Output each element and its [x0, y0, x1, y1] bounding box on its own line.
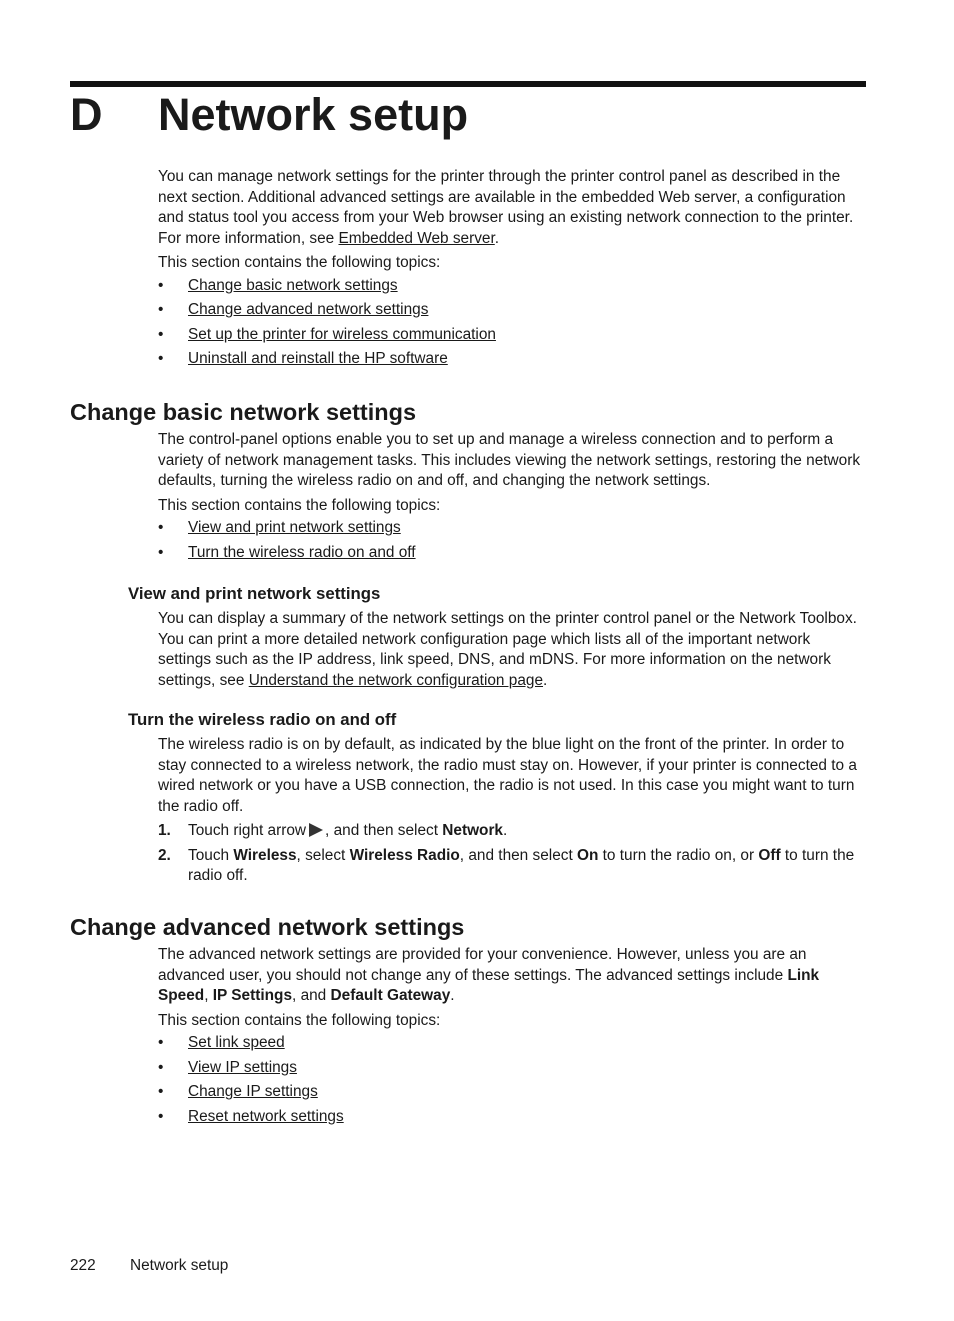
link-view-print-network-settings[interactable]: View and print network settings: [188, 519, 401, 536]
page-number: 222: [70, 1257, 96, 1274]
link-change-basic-network-settings[interactable]: Change basic network settings: [188, 276, 398, 294]
link-network-configuration-page[interactable]: Understand the network configuration page: [248, 671, 544, 689]
wireless-steps: [158, 821, 864, 887]
link-view-ip-settings[interactable]: View IP settings: [188, 1058, 297, 1076]
link-embedded-web-server[interactable]: Embedded Web server: [338, 229, 495, 247]
view-print-paragraph: You can display a summary of the network settings on the printer control panel or the Network Toolbox. You can print a more detailed network configuration page which lists all of the important network settings such as the IP address, link speed, DNS, and mDNS. For more information on the network settings, see Understand the network configuration page.: [158, 610, 857, 689]
link-change-ip-settings[interactable]: Change IP settings: [188, 1083, 318, 1100]
step-item: 2. Touch Wireless, select Wireless Radio, and then select On to turn the radio on, or Off to turn the radio off.: [158, 846, 855, 884]
wireless-section: [158, 735, 864, 887]
link-uninstall-reinstall[interactable]: Uninstall and reinstall the HP software: [188, 350, 448, 367]
list-item: [158, 516, 864, 541]
list-item: [158, 1056, 864, 1081]
heading-change-advanced: Change advanced network settings: [70, 914, 465, 940]
heading-wireless-radio: Turn the wireless radio on and off: [128, 710, 397, 729]
footer-section-title: Network setup: [130, 1257, 229, 1274]
intro-topics-lead: This section contains the following topics:: [158, 254, 441, 271]
list-item: [158, 1105, 864, 1130]
advanced-topics-lead: This section contains the following topics:: [158, 1011, 441, 1029]
basic-topics-lead: This section contains the following topics:: [158, 496, 441, 514]
list-item: [158, 1080, 864, 1105]
link-change-advanced-network-settings[interactable]: Change advanced network settings: [188, 301, 429, 318]
link-reset-network-settings[interactable]: Reset network settings: [188, 1107, 344, 1125]
list-item: [158, 541, 864, 566]
link-turn-wireless-radio[interactable]: Turn the wireless radio on and off: [188, 543, 416, 561]
list-item: [158, 274, 864, 299]
heading-view-print: View and print network settings: [128, 584, 381, 603]
intro-section: [158, 167, 864, 372]
link-set-link-speed[interactable]: Set link speed: [188, 1034, 285, 1051]
advanced-section: [158, 945, 864, 1129]
step-item: 1. Touch right arrow , and then select Network.: [158, 822, 508, 839]
basic-section: [158, 430, 864, 565]
chapter-title: Network setup: [158, 89, 469, 140]
link-wireless-communication[interactable]: Set up the printer for wireless communication: [188, 325, 496, 343]
advanced-paragraph: The advanced network settings are provided for your convenience. However, unless you are an advanced user, you should not change any of these settings. The advanced settings include Link Speed, IP Settings, and Default Gateway.: [158, 946, 820, 1004]
list-item: [158, 298, 864, 323]
basic-paragraph: The control-panel options enable you to set up and manage a wireless connection and to perform a variety of network management tasks. This includes viewing the network settings, restoring the network defaults, turning the wireless radio on and off, and changing the network settings.: [158, 431, 861, 489]
view-print-section: [158, 609, 864, 691]
list-item: [158, 347, 864, 372]
right-arrow-icon: [309, 823, 323, 837]
wireless-paragraph: The wireless radio is on by default, as indicated by the blue light on the front of the printer. In order to stay connected to a wireless network, the radio must stay on. However, if your printer is connected to a wired network or you have a USB connection, the radio is not used. In this case you might want to turn the radio off.: [158, 736, 857, 815]
basic-topic-list: [158, 516, 864, 565]
list-item: [158, 323, 864, 348]
chapter-rule: [70, 81, 866, 87]
chapter-letter: D: [70, 89, 103, 140]
intro-paragraph: You can manage network settings for the printer through the printer control panel as described in the next section. Additional advanced settings are available in the embedded Web server, a configuration and status tool you access from your Web browser using an existing network connection to the printer. For more information, see Embedded Web server.: [158, 168, 854, 247]
advanced-topic-list: [158, 1031, 864, 1129]
heading-change-basic: Change basic network settings: [70, 399, 417, 425]
list-item: [158, 1031, 864, 1056]
page-footer: [70, 1256, 228, 1276]
intro-topic-list: [158, 274, 864, 372]
